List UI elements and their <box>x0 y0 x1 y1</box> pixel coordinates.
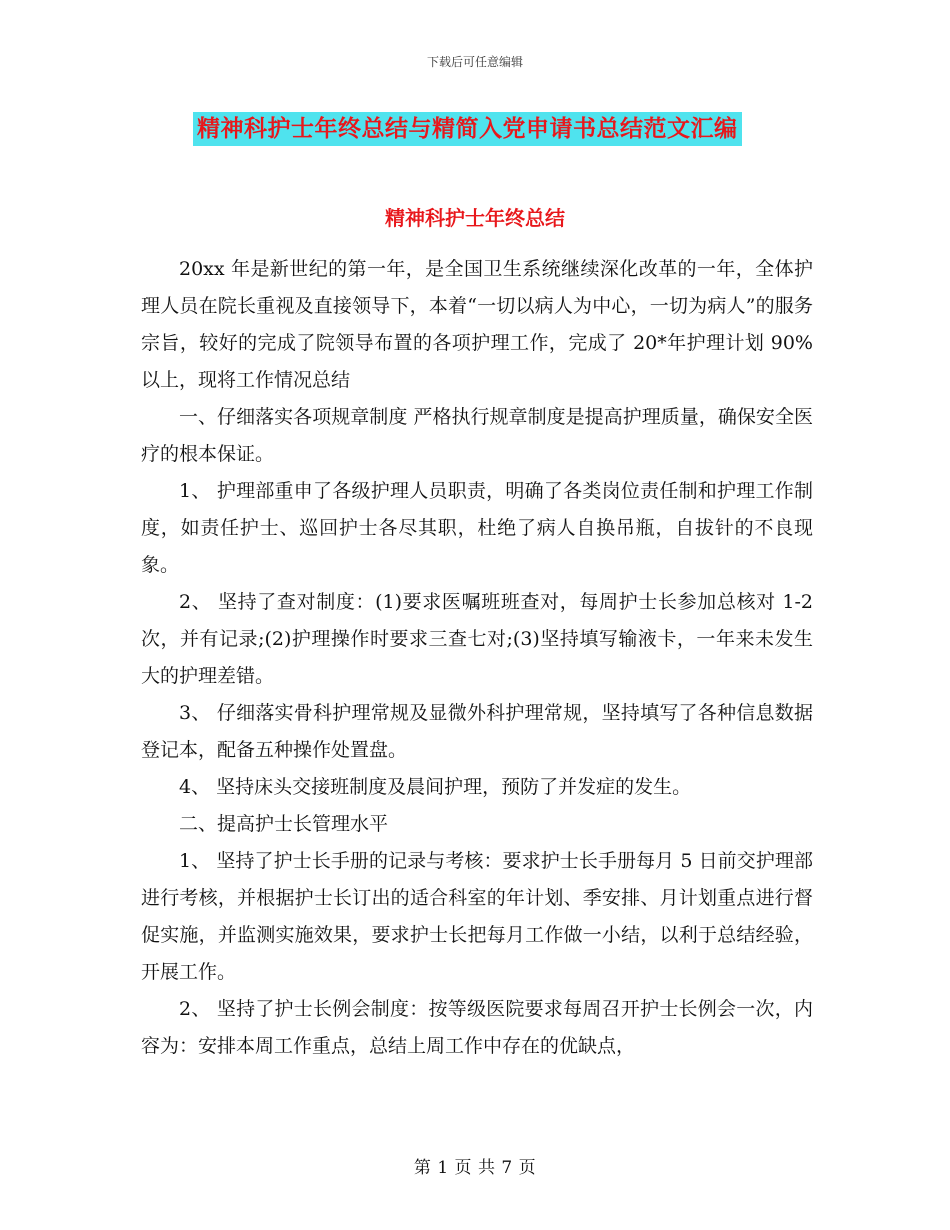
paragraph-section-1: 一、仔细落实各项规章制度 严格执行规章制度是提高护理质量，确保安全医疗的根本保证。 <box>141 406 813 465</box>
section-title: 精神科护士年终总结 <box>385 206 565 230</box>
paragraph-item-2: 2、 坚持了查对制度：(1)要求医嘱班班查对，每周护士长参加总核对 1-2 次，并有记录;(2)护理操作时要求三查七对;(3)坚持填写输液卡，一年来未发生大的护理差错。 <box>141 591 813 687</box>
document-title: 精神科护士年终总结与精简入党申请书总结范文汇编 <box>193 112 742 146</box>
page-footer: 第 1 页 共 7 页 <box>413 1158 537 1178</box>
body-text <box>141 251 813 1065</box>
paragraph-item-1: 1、 护理部重申了各级护理人员职责，明确了各类岗位责任制和护理工作制度，如责任护士、巡回护士各尽其职，杜绝了病人自换吊瓶，自拔针的不良现象。 <box>141 480 813 576</box>
paragraph-section-2: 二、提高护士长管理水平 <box>179 813 389 835</box>
paragraph-intro: 20xx 年是新世纪的第一年，是全国卫生系统继续深化改革的一年，全体护理人员在院长重视及直接领导下，本着“一切以病人为中心，一切为病人”的服务宗旨，较好的完成了院领导布置的各项护理工作，完成了 20*年护理计划 90%以上，现将工作情况总结 <box>141 258 813 391</box>
paragraph-item-5: 1、 坚持了护士长手册的记录与考核：要求护士长手册每月 5 日前交护理部进行考核，并根据护士长订出的适合科室的年计划、季安排、月计划重点进行督促实施，并监测实施效果，要求护士长把每月工作做一小结，以利于总结经验，开展工作。 <box>141 850 813 983</box>
paragraph-item-4: 4、 坚持床头交接班制度及晨间护理，预防了并发症的发生。 <box>179 776 692 798</box>
paragraph-item-6: 2、 坚持了护士长例会制度：按等级医院要求每周召开护士长例会一次，内容为：安排本周工作重点，总结上周工作中存在的优缺点， <box>141 998 813 1057</box>
header-note: 下载后可任意编辑 <box>426 55 523 69</box>
paragraph-item-3: 3、 仔细落实骨科护理常规及显微外科护理常规，坚持填写了各种信息数据登记本，配备五种操作处置盘。 <box>141 702 813 761</box>
